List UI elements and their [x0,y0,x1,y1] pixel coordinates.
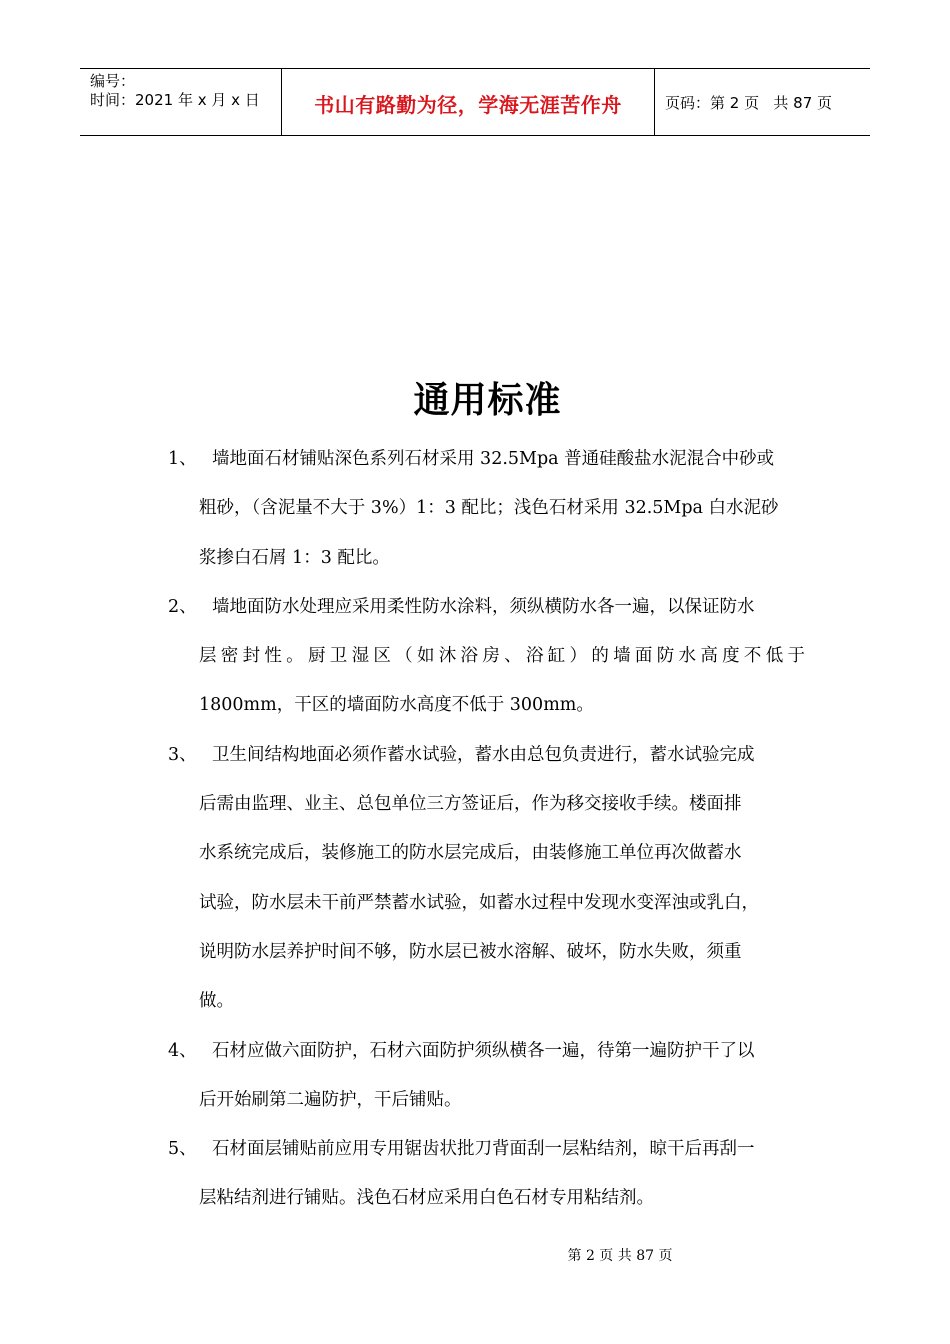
item-line: 做。 [199,991,234,1012]
header-meta-cell [80,69,282,135]
item-line: 1800mm，干区的墙面防水高度不低于 300mm。 [199,695,594,716]
header-page-label: 页码：第 2 页 共 87 页 [665,93,833,112]
header-motto-cell [282,69,655,135]
list-item [0,435,950,583]
item-line: 后开始刷第二遍防护，干后铺贴。 [199,1089,462,1110]
page-header [80,68,870,136]
item-line: 试验，防水层未干前严禁蓄水试验，如蓄水过程中发现水变浑浊或乳白， [199,892,759,913]
standards-list [0,435,950,1224]
item-line: 说明防水层养护时间不够，防水层已被水溶解、破坏，防水失败，须重 [199,941,742,962]
list-item [0,731,950,1027]
footer-page-number: 第 2 页 共 87 页 [567,1248,673,1264]
item-line: 层粘结剂进行铺贴。浅色石材应采用白色石材专用粘结剂。 [199,1188,654,1209]
list-item-number: 3、 [168,744,197,765]
item-line: 石材应做六面防护，石材六面防护须纵横各一遍，待第一遍防护干了以 [212,1040,755,1061]
list-item-number: 4、 [168,1040,197,1061]
item-line: 水系统完成后，装修施工的防水层完成后，由装修施工单位再次做蓄水 [199,843,742,864]
item-line: 层密封性。厨卫湿区（如沐浴房、浴缸）的墙面防水高度不低于 [199,646,805,667]
item-line: 后需由监理、业主、总包单位三方签证后，作为移交接收手续。楼面排 [199,794,742,815]
item-line: 卫生间结构地面必须作蓄水试验，蓄水由总包负责进行，蓄水试验完成 [212,744,755,765]
item-line: 墙地面石材铺贴深色系列石材采用 32.5Mpa 普通硅酸盐水泥混合中砂或 [212,449,775,469]
list-item-number: 2、 [168,596,197,617]
list-item [0,1125,950,1224]
list-item [0,1027,950,1126]
list-item-number: 1、 [168,449,197,469]
document-number-label: 编号： [90,72,136,90]
list-item [0,583,950,731]
item-line: 石材面层铺贴前应用专用锯齿状批刀背面刮一层粘结剂，晾干后再刮一 [212,1139,755,1160]
document-time-label: 时间：2021 年 x 月 x 日 [90,91,260,109]
list-item-number: 5、 [168,1139,197,1160]
item-line: 墙地面防水处理应采用柔性防水涂料，须纵横防水各一遍，以保证防水 [212,596,755,617]
item-line: 浆掺白石屑 1：3 配比。 [199,547,390,568]
header-page-cell [655,69,870,135]
header-motto: 书山有路勤为径，学海无涯苦作舟 [314,93,622,117]
item-line: 粗砂，（含泥量不大于 3%）1：3 配比；浅色石材采用 32.5Mpa 白水泥砂 [199,498,779,519]
page-footer [0,1245,950,1265]
document-title: 通用标准 [413,380,562,421]
